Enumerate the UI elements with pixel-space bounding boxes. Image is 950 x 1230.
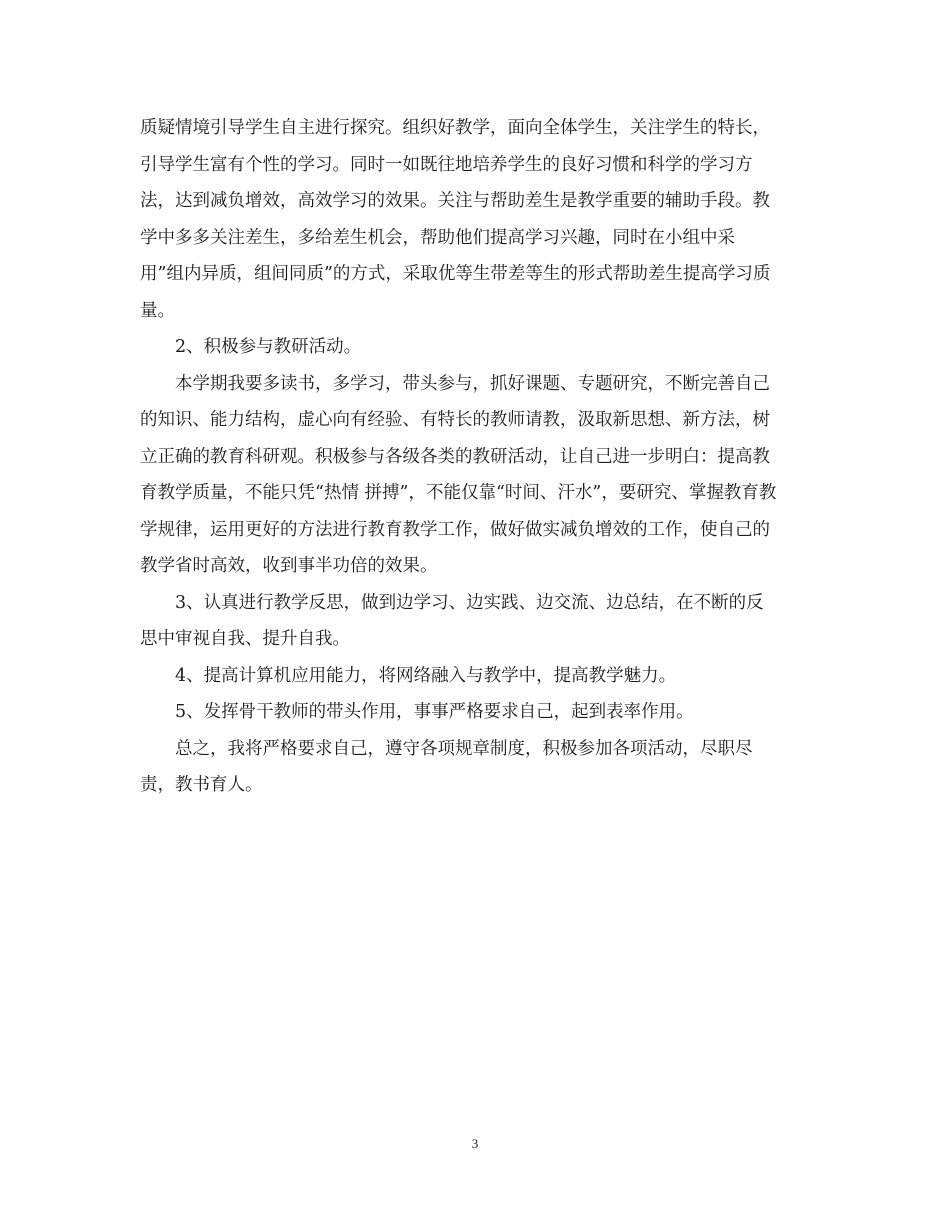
text-line: 思中审视自我、提升自我。 <box>140 629 350 649</box>
text-line: 质疑情境引导学生自主进行探究。组织好教学，面向全体学生，关注学生的特长， <box>140 118 770 138</box>
text-line: 育教学质量，不能只凭“热情 拼搏”，不能仅靠“时间、汗水”，要研究、掌握教育教 <box>140 483 777 503</box>
list-item: 4、提高计算机应用能力，将网络融入与教学中，提高教学魅力。 <box>175 665 677 686</box>
text-line: 本学期我要多读书，多学习，带头参与，抓好课题、专题研究，不断完善自己 <box>175 373 770 394</box>
text-line: 学中多多关注差生，多给差生机会，帮助他们提高学习兴趣，同时在小组中采 <box>140 227 735 248</box>
text-line: 的知识、能力结构，虚心向有经验、有特长的教师请教，汲取新思想、新方法，树 <box>140 410 770 430</box>
text-line: 教学省时高效，收到事半功倍的效果。 <box>140 556 438 576</box>
text-line: 法，达到减负增效，高效学习的效果。关注与帮助差生是教学重要的辅助手段。教 <box>140 191 770 211</box>
section-heading: 2、积极参与教研活动。 <box>175 337 362 357</box>
page-number: 3 <box>471 1136 479 1151</box>
text-line: 用”组内异质，组间同质”的方式，采取优等生带差等生的形式帮助差生提高学习质 <box>140 264 771 284</box>
text-line: 引导学生富有个性的学习。同时一如既往地培养学生的良好习惯和科学的学习方 <box>140 154 753 175</box>
conclusion-line: 总之，我将严格要求自己，遵守各项规章制度，积极参加各项活动，尽职尽 <box>175 738 753 759</box>
document-body <box>140 110 810 804</box>
text-line: 学规律，运用更好的方法进行教育教学工作，做好做实减负增效的工作，使自己的 <box>140 519 770 540</box>
text-line: 责，教书育人。 <box>140 775 263 795</box>
list-item: 3、认真进行教学反思，做到边学习、边实践、边交流、边总结，在不断的反 <box>175 592 764 613</box>
list-item: 5、发挥骨干教师的带头作用，事事严格要求自己，起到表率作用。 <box>175 702 694 722</box>
text-line: 立正确的教育科研观。积极参与各级各类的教研活动，让自己进一步明白：提高教 <box>140 446 770 467</box>
text-line: 量。 <box>140 300 175 321</box>
